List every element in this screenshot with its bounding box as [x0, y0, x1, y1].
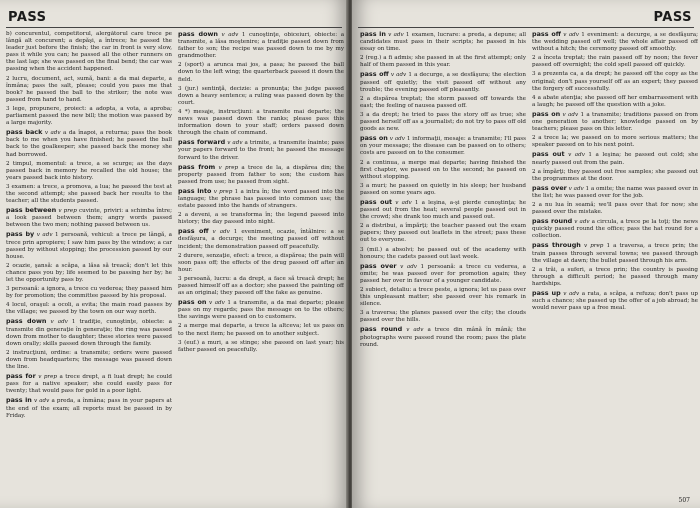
entry-headword: pass on: [532, 109, 561, 118]
dictionary-entry: [178, 86, 344, 107]
dictionary-entry: [178, 139, 344, 161]
left-page: [0, 0, 348, 508]
left-column-2: [178, 31, 344, 501]
dictionary-entry: [532, 267, 698, 288]
dictionary-entry: [532, 169, 698, 183]
dictionary-entry: [178, 340, 344, 354]
entry-definition: 2 (reg.) a fi admis; she passed in at the first attempt; only half of them passed in this year.: [360, 55, 526, 69]
dictionary-entry: [178, 212, 344, 226]
left-running-head: PASS: [8, 10, 47, 25]
dictionary-entry: [360, 160, 526, 181]
dictionary-entry: [360, 71, 526, 93]
entry-definition: b) concurentul, competitorul, alergătorul care trece pe lângă alt concurent; a depăşi, a întrece; he passed the leader just before the finish; the car in front is very slow, pass it while you can; he passed all the other runners on the last lap; she was passed on the final bend; the car was passing when the accident happened.: [6, 31, 172, 73]
dictionary-entry: [360, 247, 526, 261]
entry-definition: 1 a leşina, a-şi pierde cunoştinţa; he passed out from the heat; several people passed out in the crowd; she drank too much and passed out.: [360, 199, 526, 221]
dictionary-entry: [532, 202, 698, 216]
dictionary-entry: [532, 95, 698, 109]
dictionary-entry: [532, 151, 698, 166]
entry-definition: 1 persoană, vehicul: a trece pe lângă, a trece prin apropiere; I saw him pass by the window; a car passed by without stopping; the procession passed by our house.: [6, 232, 172, 260]
entry-definition: 3 (mil.) a absolvi; he passed out of the academy with honours; the cadets passed out last week.: [360, 246, 526, 260]
dictionary-entry: [532, 290, 698, 312]
entry-definition: 2 timpul, momentul: a trece, a se scurge; as the days passed back in memory he recalled the old house; the years passed back into history.: [6, 160, 172, 181]
dictionary-entry: [6, 161, 172, 182]
entry-definition: 1 examen, lucrare: a preda, a depune; all candidates must pass in their scripts; he passed in his essay on time.: [360, 32, 526, 53]
dictionary-entry: [6, 231, 172, 260]
dictionary-entry: [6, 318, 172, 347]
dictionary-entry: [6, 302, 172, 316]
entry-definition: 1 a traversa, a trece prin; the train passes through several towns; we passed through the village at dawn; the bullet passed through his arm.: [532, 243, 698, 264]
entry-grammar-label: v adv: [406, 327, 424, 334]
entry-definition: 1 a leşina; he passed out cold; she nearly passed out from the pain.: [532, 152, 698, 166]
entry-definition: 2 instrucţiuni, ordine: a transmite; orders were passed down from headquarters; the message was passed down the line.: [6, 349, 172, 371]
entry-headword: pass on: [360, 134, 388, 143]
entry-headword: pass over: [360, 261, 397, 270]
entry-definition: 2 a trece la; we passed on to more serious matters; the speaker passed on to his next point.: [532, 135, 698, 149]
entry-definition: 2 a continua, a merge mai departe; having finished the first chapter, we passed on to the second; he passed on without stopping.: [360, 159, 526, 180]
entry-grammar-label: v prep: [213, 188, 233, 195]
entry-grammar-label: v adv: [400, 263, 417, 270]
entry-definition: 2 a împărţi; they passed out free samples; she passed out the programmes at the door.: [532, 168, 698, 182]
entry-headword: pass in: [360, 31, 386, 38]
dictionary-entry: [6, 397, 172, 419]
entry-definition: cuvinte, priviri: a schimba între; a look passed between them; angry words passed between the two men; nothing passed between us.: [6, 208, 172, 229]
right-column-1: [360, 31, 526, 501]
dictionary-entry: [360, 135, 526, 157]
entry-definition: 4 locul, oraşul: a ocoli, a evita; the main road passes by the village; we passed by the town on our way north.: [6, 302, 172, 316]
entry-definition: 3 examen: a trece, a promova, a lua; he passed the test at the second attempt; she passed back her results to the teacher; all the students passed.: [6, 183, 172, 205]
dictionary-entry: [6, 184, 172, 205]
entry-headword: pass between: [6, 206, 57, 215]
entry-headword: pass off: [178, 227, 209, 236]
entry-grammar-label: v adv: [568, 185, 584, 192]
dictionary-entry: [532, 55, 698, 69]
dictionary-entry: [178, 62, 344, 83]
entry-grammar-label: v adv: [221, 32, 239, 38]
dictionary-entry: [6, 286, 172, 300]
entry-grammar-label: v adv: [50, 319, 68, 326]
entry-grammar-label: v adv: [44, 130, 61, 137]
entry-definition: 1 tradiţie, cunoştinţe, obiecte: a transmite din generaţie în generaţie; the ring was passed down from mother to daughter; these stories were passed down orally; skills passed down through the family.: [6, 319, 172, 347]
dictionary-entry: [360, 55, 526, 69]
entry-definition: a circula, a trece pe la toţi; the news quickly passed round the office; pass the hat round for a collection.: [532, 219, 698, 240]
entry-grammar-label: v prep: [218, 164, 239, 171]
entry-headword: pass through: [532, 241, 581, 250]
dictionary-entry: [532, 218, 698, 240]
entry-definition: 2 a dispărea treptat; the storm passed off towards the east; the feeling of nausea passed off.: [360, 95, 526, 109]
entry-definition: 3 a da drept; he tried to pass the story off as true; she passed herself off as a journalist; do not try to pass off old goods as new.: [360, 111, 526, 133]
right-page: [352, 0, 700, 508]
entry-grammar-label: v prep: [58, 208, 77, 215]
entry-definition: 3 lege, propunere, proiect: a adopta, a vota, a aproba; parliament passed the new bill; the motion was passed by a large majority.: [6, 105, 172, 127]
dictionary-entry: [178, 31, 344, 60]
entry-definition: a da înapoi, a returna; pass the book back to me when you have finished; he passed the ball back to the goalkeeper; she passed back the money she had borrowed.: [6, 130, 172, 158]
dictionary-entry: [532, 135, 698, 149]
entry-grammar-label: v adv: [563, 32, 579, 38]
entry-headword: pass up: [532, 289, 561, 297]
entry-grammar-label: v prep: [38, 374, 57, 381]
entry-grammar-label: v adv: [574, 219, 590, 226]
left-header-rule: [6, 27, 342, 28]
entry-headword: pass down: [6, 317, 47, 326]
dictionary-entry: [178, 109, 344, 137]
dictionary-entry: [6, 263, 172, 284]
dictionary-entry: [6, 350, 172, 371]
entry-definition: 2 subiect, detaliu: a trece peste, a ignora; let us pass over this unpleasant matter; she passed over his remark in silence.: [360, 287, 526, 308]
dictionary-entry: [360, 112, 526, 133]
entry-definition: 3 persoană, lucru: a da drept, a face să treacă drept; he passed himself off as a doctor; she passed the painting off as an original; they passed off the fake as genuine.: [178, 275, 344, 297]
entry-definition: 1 eveniment, ocazie, întâlnire: a se desfăşura, a decurge; the meeting passed off without incident; the demonstration passed off peacefully.: [178, 229, 344, 250]
dictionary-entry: [6, 106, 172, 127]
entry-headword: pass from: [178, 162, 216, 171]
entry-definition: 2 a merge mai departe, a trece la altceva; let us pass on to the next item; he passed on to another subject.: [178, 323, 344, 337]
entry-grammar-label: v adv: [568, 152, 585, 159]
entry-definition: 3 (euf.) a muri, a se stinge; she passed on last year; his father passed on peacefully.: [178, 339, 344, 353]
dictionary-entry: [6, 129, 172, 158]
entry-definition: a preda, a înmâna; pass in your papers at the end of the exam; all reports must be passed in by Friday.: [6, 398, 172, 419]
entry-headword: pass round: [360, 325, 403, 334]
dictionary-entry: [532, 71, 698, 92]
dictionary-entry: [178, 253, 344, 274]
entry-definition: 1 informaţii, mesaje: a transmite; I'll pass on your message; the disease can be passed on to others; costs are passed on to the consumer.: [360, 136, 526, 157]
entry-headword: pass into: [178, 186, 212, 195]
dictionary-entry: [360, 223, 526, 244]
entry-definition: 1 a transmite; traditions passed on from one generation to another; knowledge passed on by teachers; please pass on this letter.: [532, 111, 698, 133]
entry-grammar-label: v adv: [36, 232, 53, 239]
entry-headword: pass off: [532, 31, 561, 38]
entry-grammar-label: v adv: [227, 140, 243, 147]
entry-headword: pass round: [532, 217, 573, 226]
right-header-rule: [358, 27, 694, 28]
entry-definition: 1 a omite; the name was passed over in the list; he was passed over for the job.: [532, 185, 698, 199]
entry-grammar-label: v adv: [395, 199, 412, 206]
entry-definition: 4 a abate atenţia; she passed off her embarrassment with a laugh; he passed off the question with a joke.: [532, 94, 698, 108]
dictionary-entry: [178, 299, 344, 321]
entry-headword: pass out: [532, 150, 565, 159]
entry-definition: a trece de la, a dispărea din; the property passed from father to son; the custom has passed from use; he passed from sight.: [178, 164, 344, 185]
dictionary-entry: [532, 242, 698, 264]
entry-definition: 4 *) mesaje, instrucţiuni: a transmite mai departe; the news was passed down the ranks; please pass this information down to your staff; orders passed down through the chain of command.: [178, 108, 344, 137]
dictionary-entry: [6, 31, 172, 74]
entry-headword: pass back: [6, 128, 43, 137]
entry-definition: 1 a transmite, a da mai departe; please pass on my regards; pass the message on to the others; the savings were passed on to customers.: [178, 300, 344, 321]
entry-headword: pass out: [360, 197, 393, 206]
entry-headword: pass forward: [178, 138, 226, 147]
entry-definition: a trece drept, a fi luat drept; he could pass for a native speaker; she could easily pass for twenty; that would pass for gold in a poor light.: [6, 374, 172, 395]
entry-grammar-label: v adv: [208, 300, 225, 307]
dictionary-entry: [360, 326, 526, 348]
dictionary-entry: [360, 263, 526, 285]
left-column-1: [6, 31, 172, 501]
entry-definition: 3 a prezenta ca, a da drept; he passed off the copy as the original; don't pass yourself off as an expert; they passed the forgery off successfully.: [532, 71, 698, 92]
entry-definition: 3 (jur.) sentinţă, decizie: a pronunţa; the judge passed down a heavy sentence; a ruling was passed down by the court.: [178, 85, 344, 106]
right-column-2: [532, 31, 698, 501]
dictionary-entry: [360, 199, 526, 221]
dictionary-entry: [178, 323, 344, 337]
entry-grammar-label: v prep: [583, 243, 604, 250]
entry-definition: 2 a nu lua în seamă; we'll pass over that for now; she passed over the mistake.: [532, 201, 698, 216]
dictionary-entry: [6, 76, 172, 104]
entry-definition: 1 a decurge, a se desfăşura; the election passed off quietly; the visit passed off without any trouble; the evening passed off pleasantly.: [360, 72, 526, 93]
entry-headword: pass for: [6, 372, 36, 381]
entry-definition: 2 a deveni, a se transforma în; the legend passed into history; the day passed into night.: [178, 212, 344, 226]
entry-grammar-label: v adv: [212, 229, 230, 236]
entry-definition: a trece din mână în mână; the photographs were passed round the room; pass the plate round.: [360, 327, 526, 348]
dictionary-entry: [360, 96, 526, 110]
dictionary-entry: [6, 373, 172, 395]
entry-definition: 2 ocazie, şansă: a scăpa, a lăsa să treacă; don't let this chance pass you by; life seemed to be passing her by; he let the opportunity pass by.: [6, 262, 172, 283]
entry-definition: 3 a traversa; the planes passed over the city; the clouds passed over the hills.: [360, 310, 526, 324]
dictionary-entry: [360, 287, 526, 308]
entry-definition: 2 a înceta treptat; the rain passed off by noon; the fever passed off overnight; the cold spell passed off quickly.: [532, 55, 698, 69]
entry-headword: pass over: [532, 183, 567, 192]
entry-headword: pass on: [178, 298, 207, 307]
entry-definition: a rata, a scăpa, a refuza; don't pass up such a chance; she passed up the offer of a job abroad; he would never pass up a free meal.: [532, 291, 698, 312]
entry-definition: 1 cunoştinţe, obiceiuri, obiecte: a transmite, a lăsa moştenire; a tradiţie passed down from father to son; the recipe was passed down to me by my grandmother.: [178, 32, 344, 60]
entry-headword: pass down: [178, 31, 218, 38]
entry-definition: 3 persoană: a ignora, a trece cu vederea; they passed him by for promotion; the committee passed by his proposal.: [6, 286, 172, 300]
entry-definition: a trimite, a transmite înainte; pass your papers forward to the front; he passed the message forward to the driver.: [178, 140, 344, 161]
right-running-head: PASS: [653, 10, 692, 25]
entry-definition: 2 lucru, document, act, sumă, bani: a da mai departe, a înmâna; pass the salt, please; could you pass me that book? he passed the ball to the striker; the note was passed from hand to hand.: [6, 75, 172, 103]
dictionary-entry: [178, 228, 344, 250]
page-number: 507: [678, 497, 690, 504]
entry-definition: 1 a intra în; the word passed into the language; the phrase has passed into common use; the estate passed into the hands of strangers.: [178, 188, 344, 210]
dictionary-entry: [6, 207, 172, 229]
dictionary-entry: [178, 276, 344, 297]
dictionary-entry: [532, 31, 698, 53]
dictionary-entry: [532, 185, 698, 200]
dictionary-entry: [532, 111, 698, 133]
entry-grammar-label: v adv: [388, 32, 404, 38]
entry-grammar-label: v adv: [33, 398, 50, 405]
entry-definition: 3 a muri; he passed on quietly in his sleep; her husband passed on some years ago.: [360, 182, 526, 196]
entry-grammar-label: v adv: [563, 291, 580, 297]
entry-headword: pass in: [6, 396, 32, 405]
dictionary-entry: [360, 31, 526, 53]
dictionary-entry: [360, 310, 526, 324]
entry-grammar-label: v adv: [390, 72, 407, 79]
dictionary-entry: [178, 164, 344, 186]
entry-definition: 1 eveniment: a decurge, a se desfăşura; the wedding passed off well; the whole affair passed off without a hitch; the ceremony passed off smoothly.: [532, 32, 698, 53]
entry-headword: pass by: [6, 230, 35, 239]
entry-definition: 2 a trăi, a suferi, a trece prin; the country is passing through a difficult period; he passed through many hardships.: [532, 266, 698, 287]
entry-grammar-label: v adv: [562, 111, 579, 118]
entry-headword: pass off: [360, 70, 389, 79]
dictionary-entry: [360, 183, 526, 197]
entry-definition: 2 (sport) a arunca mai jos, a pasa; he passed the ball down to the left wing; the quarterback passed it down the field.: [178, 62, 344, 83]
dictionary-entry: [178, 188, 344, 210]
entry-definition: 2 durere, senzaţie, efect: a trece, a dispărea; the pain will soon pass off; the effects of the drug passed off after an hour.: [178, 252, 344, 273]
entry-definition: 1 persoană: a trece cu vederea, a omite; he was passed over for promotion again; they passed her over in favour of a younger candidate.: [360, 263, 526, 284]
entry-grammar-label: v adv: [389, 136, 405, 143]
entry-definition: 2 a distribui, a împărţi; the teacher passed out the exam papers; they passed out leaflets in the street; pass these out to everyone.: [360, 223, 526, 244]
